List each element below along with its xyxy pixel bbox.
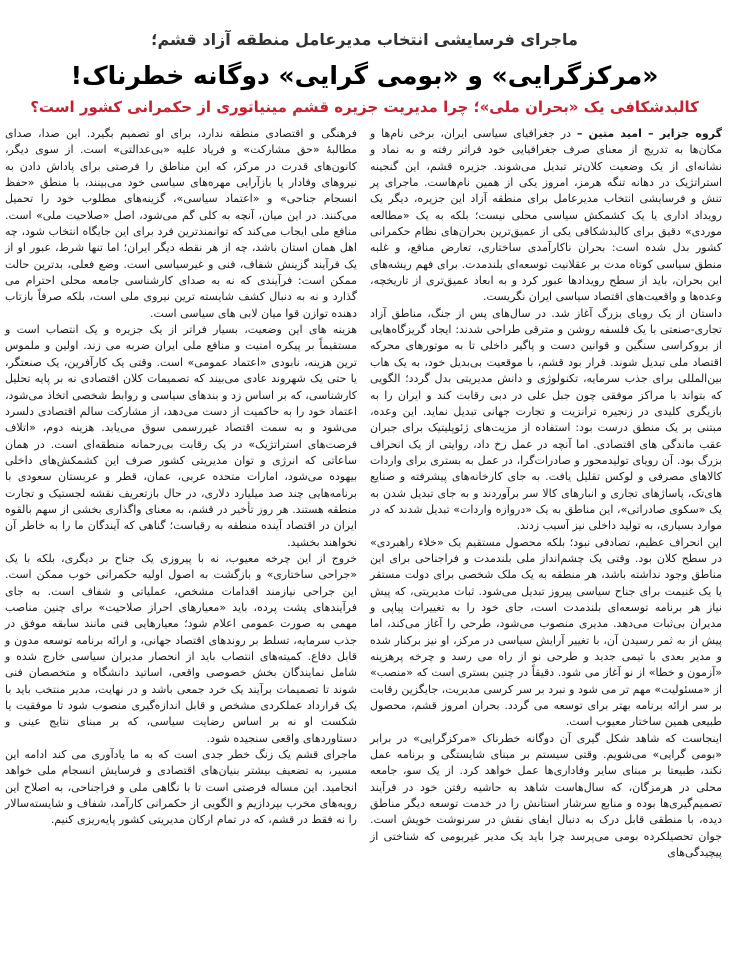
article-paragraph: خروج از این چرخه معیوب، نه با پیروزی یک جناح بر دیگری، بلکه با یک «جراحی ساختاری» و بازگشت به اصول اولیه حکمرانی خوب ممکن است. این جراحی نیازمند اقدامات مشخص، عملیاتی و شفاف است. به جای فرآیندهای پشت پرده، باید «معیارهای احراز صلاحیت» برای چنین مناصب مهمی به صورت عمومی اعلام شود؛ معیارهایی فنی مانند سابقه موفق در جذب سرمایه، تسلط بر روندهای اقتصاد جهانی، و ارائه برنامه توسعه مدون و قابل دفاع. کمیته‌های انتصاب باید از انحصار مدیران سیاسی خارج شده و شامل نمایندگان بخش خصوصی واقعی، اساتید دانشگاه و متخصصان فنی شوند تا تصمیمات برآیند یک خرد جمعی باشد و در نهایت، مدیر منتخب باید با یک قرارداد عملکردی مشخص و قابل اندازه‌گیری منصوب شود تا موفقیت یا شکست او نه بر اساس رضایت سیاسی، که بر مبنای نتایج عینی و دستاوردهای واقعی سنجیده شود. (5, 551, 357, 745)
article-column-left (5, 126, 357, 861)
article-body (0, 118, 729, 871)
article-paragraph: داستان از یک رویای بزرگ آغاز شد. در سال‌های پس از جنگ، مناطق آزاد تجاری-صنعتی با یک فلسفه روشن و مترقی طراحی شدند: ایجاد گریزگاه‌هایی از بروکراسی سنگین و قوانین دست و پاگیر داخلی تا به موتورهای محرکه اقتصاد ملی تبدیل شوند. قرار بود قشم، با موقعیت بی‌بدیل خود، به یک هاب بین‌المللی برای جذب سرمایه، تکنولوژی و دانش مدیریتی بدل گردد؛ الگویی که بتواند با مراکز موفقی چون جبل علی در دبی رقابت کند و ایران را به بازیگری کلیدی در زنجیره ترانزیت و تجارت جهانی تبدیل نماید. این وعده، مبتنی بر یک منطق درست بود: استفاده از مزیت‌های ژئوپلیتیک برای جبران عقب ماندگی های اقتصادی. اما آنچه در عمل رخ داد، روایتی از یک انحراف بزرگ بود. آن رویای تولیدمحور و صادرات‌گرا، در عمل به بستری برای واردات کالاهای مصرفی و لوکس تقلیل یافت. به جای کارخانه‌های پیشرفته و صنایع های‌تک، پاساژهای تجاری و انبارهای کالا سر برآوردند و به جای تبدیل شدن به یک «سکوی صادراتی»، این مناطق به یک «دروازه واردات» تبدیل شدند که در موارد بسیاری، به تولید داخلی نیز آسیب زدند. (370, 306, 722, 533)
article-paragraph: اینجاست که شاهد شکل گیری آن دوگانه خطرناک «مرکزگرایی» در برابر «بومی گرایی» می‌شویم. وقتی سیستم بر مبنای شایستگی و برنامه عمل نکند، طبیعتا بر مبنای سایر وفاداری‌ها عمل خواهد کرد. از یک سو، جامعه محلی در هرمزگان، که سال‌هاست شاهد به حاشیه رفتن خود در فرآیند تصمیم‌گیری‌ها بوده و منابع سرشار استانش را در خدمت توسعه دیگر مناطق دیده، با منطقی قابل درک به دنبال ایفای نقش در سرنوشت خویش است. جوان تحصیلکرده بومی می‌پرسد چرا باید یک مدیر غیربومی که شناختی از پیچیدگی‌های (370, 731, 722, 860)
paragraph-text: در جغرافیای سیاسی ایران، برخی نام‌ها و مکان‌ها به تدریج از معنای صرف جغرافیایی خود فراتر رفته و به نماد و نشانه‌ای از یک وضعیت کلان‌تر تبدیل می‌شوند. جزیره قشم، این گنجینه استراتژیک در دهانه تنگه هرمز، امروز یکی از همین نام‌هاست. ماجرای پر تنش و فرسایشی انتخاب مدیرعامل برای منطقه آزاد این جزیره، دیگر یک رویداد اداری یا یک کشمکش سیاسی محلی نیست؛ بلکه به یک «مطالعه موردی» دقیق برای کالبدشکافی یکی از عمیق‌ترین بحران‌های نظام حکمرانی کشور بدل شده است: بحران ناکارآمدی ساختاری، تعارض منافع، و غلبه منطق سیاسی کوتاه مدت بر عقلانیت توسعه‌ای بلندمدت. برای فهم ریشه‌های این بحران، باید از سطح رویدادها عبور کرد و به ابعاد عمیق‌تری از تاریخچه، وعده‌ها و واقعیت‌های اقتصاد سیاسی ایران نگریست. (370, 127, 722, 304)
article-paragraph: این انحراف عظیم، تصادفی نبود؛ بلکه محصول مستقیم یک «خلاء راهبردی» در سطح کلان بود. وقتی یک چشم‌انداز ملی بلندمدت و فراجناحی برای این مناطق وجود نداشته باشد، هر منطقه به یک ملک شخصی برای دولت مستقر یا یک غنیمت برای جناح سیاسی پیروز تبدیل می‌شود. ثبات مدیریتی، که پیش نیاز هر برنامه توسعه‌ای بلندمدت است، جای خود را به تغییرات پیاپی و مدیران بی‌ثبات می‌دهد. مدیری منصوب می‌شود، طرحی را آغاز می‌کند، اما پیش از به ثمر رسیدن آن، با تغییر آرایش سیاسی در مرکز، او نیز برکنار شده و مدیر بعدی با تیمی جدید و طرحی نو از راه می رسد و چرخه پرهزینه «آزمون و خطا» از نو آغاز می شود. دقیقاً در چنین بستری است که «منصب» از «مسئولیت» مهم تر می شود و نبرد بر سر کرسی مدیریت، جایگزین رقابت بر سر ارائه برنامه بهتر برای توسعه می گردد. بحران امروز قشم، محصول طبیعی همین ساختار معیوب است. (370, 535, 722, 729)
article-column-right (370, 126, 722, 861)
article-subtitle: کالبدشکافی یک «بحران ملی»؛ چرا مدیریت جزیره قشم مینیاتوری از حکمرانی کشور است؟ (30, 98, 699, 116)
article-kicker: ماجرای فرسایشی انتخاب مدیرعامل منطقه آزاد قشم؛ (151, 30, 578, 49)
article-headline: «مرکزگرایی» و «بومی گرایی» دوگانه خطرناک! (70, 61, 659, 90)
article-paragraph: فرهنگی و اقتصادی منطقه ندارد، برای او تصمیم بگیرد. این صدا، صدای مطالبهٔ «حق مشارکت» و فریاد علیه «بی‌عدالتی» است. از سوی دیگر، کانون‌های قدرت در مرکز، که این مناطق را فرصتی برای پاداش دادن به نیروهای وفادار یا بازآرایی مهره‌های سیاسی خود می‌بینند، با منطق «حفظ انسجام جناحی» و «اعتماد سیاسی»، گزینه‌های مطلوب خود را تحمیل می‌کنند. در این میان، آنچه به کلی گم می‌شود، اصل «صلاحیت ملی» است. منافع ملی ایجاب می‌کند که توانمندترین فرد برای این جایگاه انتخاب شود، چه اهل همان استان باشد، چه از هر نقطه دیگر ایران؛ اما تنها شرط، عبور او از یک فرآیند گزینش شفاف، فنی و غیرسیاسی است. وضع فعلی، بدترین حالت ممکن است: فرآیندی که نه به صدای کارشناسی جامعه محلی احترام می گذارد و نه به دنبال کشف شایسته ترین نیروی ملی است، بلکه صرفاً بازتاب دهنده توازن قوا میان لابی های سیاسی است. (5, 127, 357, 320)
article-paragraph: ماجرای قشم یک زنگ خطر جدی است که به ما یادآوری می کند ادامه این مسیر، به تضعیف بیشتر بنیان‌های اقتصادی و فرسایش انسجام ملی خواهد انجامید. این مساله فرصتی است تا با نگاهی ملی و فراجناحی، به اصلاح این رویه‌های مخرب بپردازیم و الگویی از حکمرانی کارآمد، شفاف و شایسته‌سالار را نه فقط در قشم، که در تمام ارکان مدیریتی کشور پایه‌ریزی کنیم. (5, 748, 357, 827)
article-header (0, 0, 729, 118)
article-paragraph: هزینه های این وضعیت، بسیار فراتر از یک جزیره و یک انتصاب است و مستقیماً بر پیکره امنیت و منافع ملی ایران ضربه می زند. اولین و ملموس ترین هزینه، نابودی «اعتماد عمومی» است. وقتی یک کارآفرین، یک صنعتگر، یا حتی یک شهروند عادی می‌بیند که تصمیمات کلان اقتصادی نه بر پایه تحلیل کارشناسی، که بر اساس زد و بندهای سیاسی و روابط شخصی اتخاذ می‌شود، اعتماد خود را به حاکمیت از دست می‌دهد، از مشارکت سالم اقتصادی دلسرد می‌شود و به سمت اقتصاد غیررسمی سوق می‌یابد. هزینه دوم، «اتلاف فرصت‌های استراتژیک» در یک رقابت بی‌رحمانه منطقه‌ای است. در همان ساعاتی که انرژی و توان مدیریتی کشور صرف این کشمکش‌های داخلی بیهوده می‌شود، امارات متحده عربی، عمان، قطر و عربستان سعودی با برنامه‌هایی چند صد میلیارد دلاری، در حال بازتعریف نقشه لجستیک و تجارت منطقه هستند. هر روز تأخیر در قشم، به معنای واگذاری بخشی از سهم بالقوه ایران در اقتصاد آینده منطقه به رقباست؛ گناهی که آیندگان ما را به خاطر آن نخواهند بخشید. (5, 323, 357, 549)
article-paragraph (370, 126, 722, 306)
byline: گروه جزایر – امید متین – (576, 127, 722, 140)
